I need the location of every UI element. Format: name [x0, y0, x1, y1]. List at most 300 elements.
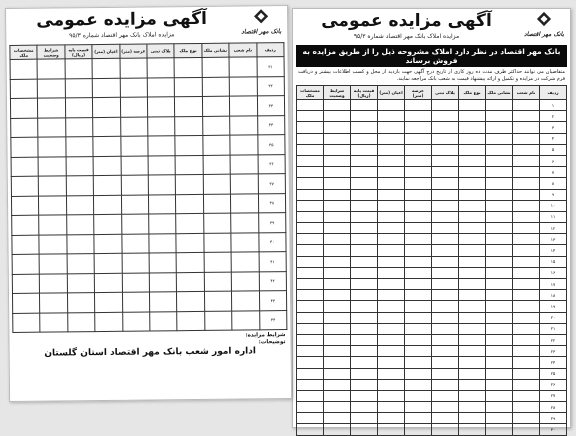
table-cell	[459, 368, 486, 379]
table-cell	[378, 189, 405, 200]
table-cell	[459, 346, 486, 357]
table-cell	[351, 279, 378, 290]
column-header: نام شعب	[513, 86, 540, 100]
table-cell	[459, 144, 486, 155]
table-cell	[486, 111, 513, 122]
table-cell	[324, 100, 351, 111]
table-cell	[351, 100, 378, 111]
table-cell	[230, 135, 258, 155]
table-cell	[351, 346, 378, 357]
table-cell	[378, 144, 405, 155]
column-header: ردیف	[256, 43, 284, 57]
table-row	[297, 223, 567, 234]
table-row	[297, 379, 567, 390]
table-cell: ۲۵	[540, 368, 567, 379]
table-cell	[432, 357, 459, 368]
table-cell	[205, 311, 233, 331]
table-row	[297, 323, 567, 334]
table-cell	[351, 155, 378, 166]
table-cell	[351, 167, 378, 178]
table-cell	[459, 178, 486, 189]
table-cell	[11, 176, 39, 196]
table-cell: ۱۰	[540, 200, 567, 211]
table-cell	[92, 58, 120, 78]
table-cell	[459, 189, 486, 200]
table-cell	[324, 390, 351, 401]
table-cell	[175, 135, 203, 155]
table-cell: ۲۶	[540, 379, 567, 390]
table-cell: ۱۳	[540, 234, 567, 245]
table-cell	[432, 245, 459, 256]
table-cell	[513, 167, 540, 178]
table-cell	[203, 213, 231, 233]
table-cell	[65, 98, 93, 118]
table-cell	[67, 234, 95, 254]
ad-footer	[9, 330, 290, 360]
property-table	[296, 85, 567, 436]
table-cell	[324, 111, 351, 122]
table-cell	[486, 346, 513, 357]
table-cell	[378, 256, 405, 267]
left-advertisement-sheet	[5, 5, 292, 402]
table-cell	[324, 245, 351, 256]
table-row	[297, 424, 567, 435]
table-cell	[486, 279, 513, 290]
table-cell	[405, 279, 432, 290]
table-cell	[432, 200, 459, 211]
table-cell	[486, 144, 513, 155]
table-cell	[513, 155, 540, 166]
table-cell	[378, 178, 405, 189]
table-cell	[39, 234, 67, 254]
table-cell	[66, 137, 94, 157]
table-cell	[177, 272, 205, 292]
table-cell	[513, 290, 540, 301]
column-header: نشانی ملک	[486, 86, 513, 100]
table-cell	[378, 234, 405, 245]
table-cell	[432, 144, 459, 155]
table-cell	[324, 323, 351, 334]
table-cell	[38, 117, 66, 137]
table-cell	[432, 223, 459, 234]
column-header: پلاک ثبتی	[432, 86, 459, 100]
table-cell	[432, 413, 459, 424]
table-cell	[324, 357, 351, 368]
table-cell	[432, 122, 459, 133]
table-cell	[149, 272, 177, 292]
table-cell: ۳۲	[257, 76, 285, 96]
table-cell	[230, 115, 258, 135]
table-cell	[94, 195, 122, 215]
column-header: مشخصات ملک	[297, 86, 324, 100]
table-cell	[297, 312, 324, 323]
table-cell	[351, 211, 378, 222]
table-row	[297, 189, 567, 200]
ad-title: آگهی مزایده عمومی	[16, 9, 227, 31]
table-cell	[12, 235, 40, 255]
table-cell	[324, 334, 351, 345]
table-cell	[351, 334, 378, 345]
table-cell: ۴۰	[258, 232, 286, 252]
table-cell	[405, 424, 432, 435]
table-cell	[486, 290, 513, 301]
table-cell	[405, 178, 432, 189]
table-cell	[378, 111, 405, 122]
table-cell	[459, 301, 486, 312]
table-cell	[405, 301, 432, 312]
table-cell	[11, 118, 39, 138]
table-cell: ۲۸	[540, 402, 567, 413]
table-cell	[68, 312, 96, 332]
table-cell	[405, 357, 432, 368]
table-cell	[204, 291, 232, 311]
table-cell	[432, 312, 459, 323]
table-cell	[513, 402, 540, 413]
table-cell	[95, 292, 123, 312]
table-cell	[432, 424, 459, 435]
table-row	[297, 245, 567, 256]
table-cell	[351, 189, 378, 200]
table-cell	[459, 424, 486, 435]
table-cell	[405, 200, 432, 211]
table-cell	[459, 290, 486, 301]
table-cell	[121, 214, 149, 234]
table-cell	[513, 346, 540, 357]
table-cell	[229, 76, 257, 96]
table-cell	[122, 312, 150, 332]
table-cell	[148, 116, 176, 136]
table-cell: ۳۵	[257, 135, 285, 155]
table-cell	[405, 323, 432, 334]
table-cell	[459, 379, 486, 390]
table-cell	[324, 312, 351, 323]
table-cell	[94, 234, 122, 254]
table-cell	[405, 122, 432, 133]
table-cell	[432, 155, 459, 166]
table-cell	[324, 267, 351, 278]
table-cell	[513, 267, 540, 278]
table-cell	[12, 293, 40, 313]
column-header: نوع ملک	[174, 43, 202, 57]
table-cell	[297, 100, 324, 111]
table-cell	[486, 122, 513, 133]
table-cell	[486, 155, 513, 166]
table-cell	[351, 234, 378, 245]
bank-emblem-icon	[250, 8, 272, 28]
table-row	[297, 279, 567, 290]
table-cell	[486, 424, 513, 435]
table-cell	[405, 379, 432, 390]
table-cell	[351, 178, 378, 189]
table-cell	[324, 223, 351, 234]
table-cell: ۱	[540, 100, 567, 111]
table-cell	[39, 156, 67, 176]
table-cell	[351, 245, 378, 256]
table-cell	[432, 256, 459, 267]
table-row	[297, 100, 567, 111]
table-cell	[486, 323, 513, 334]
table-cell	[40, 293, 68, 313]
table-cell	[203, 155, 231, 175]
table-cell	[486, 368, 513, 379]
table-cell	[324, 144, 351, 155]
table-cell	[231, 232, 259, 252]
table-cell	[378, 413, 405, 424]
table-cell	[486, 256, 513, 267]
table-cell: ۴۴	[259, 310, 287, 330]
table-cell	[176, 213, 204, 233]
table-cell	[94, 175, 122, 195]
issuer-line: اداره امور شعب بانک مهر اقتصاد استان گلستان	[15, 346, 286, 357]
table-cell	[40, 312, 68, 332]
table-cell	[405, 133, 432, 144]
table-cell	[486, 200, 513, 211]
column-header: قیمت پایه (ریال)	[351, 86, 378, 100]
bank-emblem-icon	[533, 11, 555, 31]
table-row	[297, 211, 567, 222]
ad-subtitle: مزایده املاک بانک مهر اقتصاد شماره ۹۵/۳	[303, 33, 510, 40]
table-cell	[297, 234, 324, 245]
table-cell	[405, 189, 432, 200]
table-cell	[351, 200, 378, 211]
table-cell	[324, 402, 351, 413]
table-cell	[149, 214, 177, 234]
table-cell: ۷	[540, 167, 567, 178]
table-cell	[432, 290, 459, 301]
table-cell	[67, 273, 95, 293]
table-cell	[297, 379, 324, 390]
ad-intro: متقاضیان می توانند حداکثر ظرف مدت ده روز کاری از تاریخ درج آگهی جهت بازدید از محل و کسب اطلاعات بیشتر و دریافت فرم شرکت در مزایده و تکمیل و ارائه پیشنهاد قیمت به شعب بانک مراجعه نمایند.	[293, 67, 570, 85]
table-cell	[486, 178, 513, 189]
table-cell	[40, 273, 68, 293]
table-cell	[513, 368, 540, 379]
table-cell	[486, 189, 513, 200]
table-cell	[351, 122, 378, 133]
table-cell	[432, 323, 459, 334]
table-cell	[405, 334, 432, 345]
table-cell: ۲۱	[540, 323, 567, 334]
table-cell	[513, 211, 540, 222]
table-cell	[297, 390, 324, 401]
table-cell	[175, 116, 203, 136]
table-row	[297, 178, 567, 189]
table-cell	[122, 273, 150, 293]
table-cell	[297, 357, 324, 368]
table-cell	[149, 253, 177, 273]
table-cell	[94, 253, 122, 273]
table-cell	[513, 189, 540, 200]
column-header: عرصه (متر)	[120, 44, 148, 58]
table-cell	[297, 144, 324, 155]
column-header: شرایط وضعیت	[324, 86, 351, 100]
table-cell	[297, 301, 324, 312]
table-cell	[486, 223, 513, 234]
table-cell	[405, 267, 432, 278]
table-cell	[231, 252, 259, 272]
table-cell	[11, 137, 39, 157]
table-cell	[324, 301, 351, 312]
table-cell	[120, 117, 148, 137]
table-cell	[120, 78, 148, 98]
table-cell	[351, 223, 378, 234]
table-cell	[66, 176, 94, 196]
table-cell	[405, 111, 432, 122]
table-cell	[65, 78, 93, 98]
table-cell	[297, 211, 324, 222]
table-cell: ۱۲	[540, 223, 567, 234]
table-cell	[405, 100, 432, 111]
table-cell	[351, 402, 378, 413]
table-cell	[513, 234, 540, 245]
table-cell	[122, 253, 150, 273]
table-cell: ۳۷	[258, 174, 286, 194]
table-cell	[38, 98, 66, 118]
table-cell	[378, 390, 405, 401]
column-header: پلاک ثبتی	[147, 44, 175, 58]
table-cell	[459, 100, 486, 111]
table-cell	[324, 178, 351, 189]
table-cell	[459, 267, 486, 278]
table-cell	[486, 379, 513, 390]
notes-label: توضیحات:	[259, 339, 286, 345]
table-cell	[176, 174, 204, 194]
bank-logo	[239, 8, 283, 35]
table-cell	[203, 194, 231, 214]
table-cell	[378, 402, 405, 413]
table-cell	[177, 311, 205, 331]
table-cell	[122, 234, 150, 254]
table-cell: ۱۱	[540, 211, 567, 222]
table-row	[297, 402, 567, 413]
table-cell: ۳۰	[540, 424, 567, 435]
table-cell	[513, 223, 540, 234]
table-cell	[39, 195, 67, 215]
table-cell	[231, 213, 259, 233]
table-cell	[297, 413, 324, 424]
table-cell: ۹	[540, 189, 567, 200]
table-cell	[513, 357, 540, 368]
table-cell	[459, 312, 486, 323]
table-cell	[324, 155, 351, 166]
table-cell	[204, 272, 232, 292]
table-cell: ۳۴	[257, 115, 285, 135]
table-cell	[378, 245, 405, 256]
table-cell	[486, 245, 513, 256]
table-cell: ۳	[540, 122, 567, 133]
table-cell	[38, 59, 66, 79]
table-cell	[378, 368, 405, 379]
table-cell	[378, 223, 405, 234]
table-cell	[432, 167, 459, 178]
table-cell	[297, 200, 324, 211]
table-cell	[378, 357, 405, 368]
table-row	[297, 155, 567, 166]
table-cell	[231, 193, 259, 213]
table-cell: ۳۱	[257, 57, 285, 77]
table-cell	[513, 122, 540, 133]
table-cell	[12, 254, 40, 274]
table-cell	[324, 200, 351, 211]
table-cell	[66, 117, 94, 137]
table-cell	[147, 58, 175, 78]
table-cell	[432, 267, 459, 278]
table-cell: ۲۴	[540, 357, 567, 368]
table-cell	[297, 368, 324, 379]
table-cell: ۲۹	[540, 413, 567, 424]
table-cell: ۴	[540, 133, 567, 144]
table-cell	[459, 167, 486, 178]
table-cell	[175, 155, 203, 175]
table-cell: ۱۵	[540, 256, 567, 267]
table-cell	[432, 334, 459, 345]
table-cell	[405, 413, 432, 424]
table-cell	[405, 312, 432, 323]
table-cell	[95, 312, 123, 332]
table-row	[297, 346, 567, 357]
table-cell	[297, 346, 324, 357]
table-cell	[405, 211, 432, 222]
table-cell	[121, 136, 149, 156]
table-cell	[378, 424, 405, 435]
table-cell	[232, 291, 260, 311]
table-cell	[122, 292, 150, 312]
table-cell	[297, 323, 324, 334]
table-row	[297, 357, 567, 368]
table-cell	[432, 100, 459, 111]
table-cell: ۱۸	[540, 290, 567, 301]
table-cell	[174, 57, 202, 77]
table-cell: ۳۳	[257, 96, 285, 116]
ad-banner: بانک مهر اقتصاد در نظر دارد املاک مشروحه ذیل را از طریق مزایده به فروش برساند	[296, 45, 567, 67]
table-cell	[39, 176, 67, 196]
table-cell: ۲۳	[540, 346, 567, 357]
table-cell	[324, 368, 351, 379]
table-cell	[148, 175, 176, 195]
table-cell	[38, 78, 66, 98]
table-cell	[324, 211, 351, 222]
table-cell	[148, 136, 176, 156]
table-cell	[13, 313, 41, 333]
table-cell	[202, 96, 230, 116]
column-header: نام شعب	[229, 43, 257, 57]
table-cell	[432, 279, 459, 290]
table-cell	[405, 390, 432, 401]
table-row	[13, 310, 287, 332]
table-cell	[486, 211, 513, 222]
table-cell	[486, 312, 513, 323]
table-row	[297, 234, 567, 245]
table-cell	[513, 390, 540, 401]
table-cell	[39, 215, 67, 235]
table-cell	[297, 267, 324, 278]
column-header: قیمت پایه (ریال)	[65, 45, 93, 59]
table-cell	[351, 111, 378, 122]
table-cell	[378, 133, 405, 144]
table-cell	[93, 156, 121, 176]
table-cell	[513, 323, 540, 334]
table-cell	[67, 215, 95, 235]
table-cell	[12, 274, 40, 294]
table-cell	[66, 156, 94, 176]
table-cell: ۶	[540, 155, 567, 166]
table-cell	[65, 59, 93, 79]
table-cell	[351, 301, 378, 312]
table-cell	[177, 252, 205, 272]
table-cell	[229, 57, 257, 77]
table-cell	[513, 301, 540, 312]
table-row	[297, 290, 567, 301]
table-cell	[513, 256, 540, 267]
